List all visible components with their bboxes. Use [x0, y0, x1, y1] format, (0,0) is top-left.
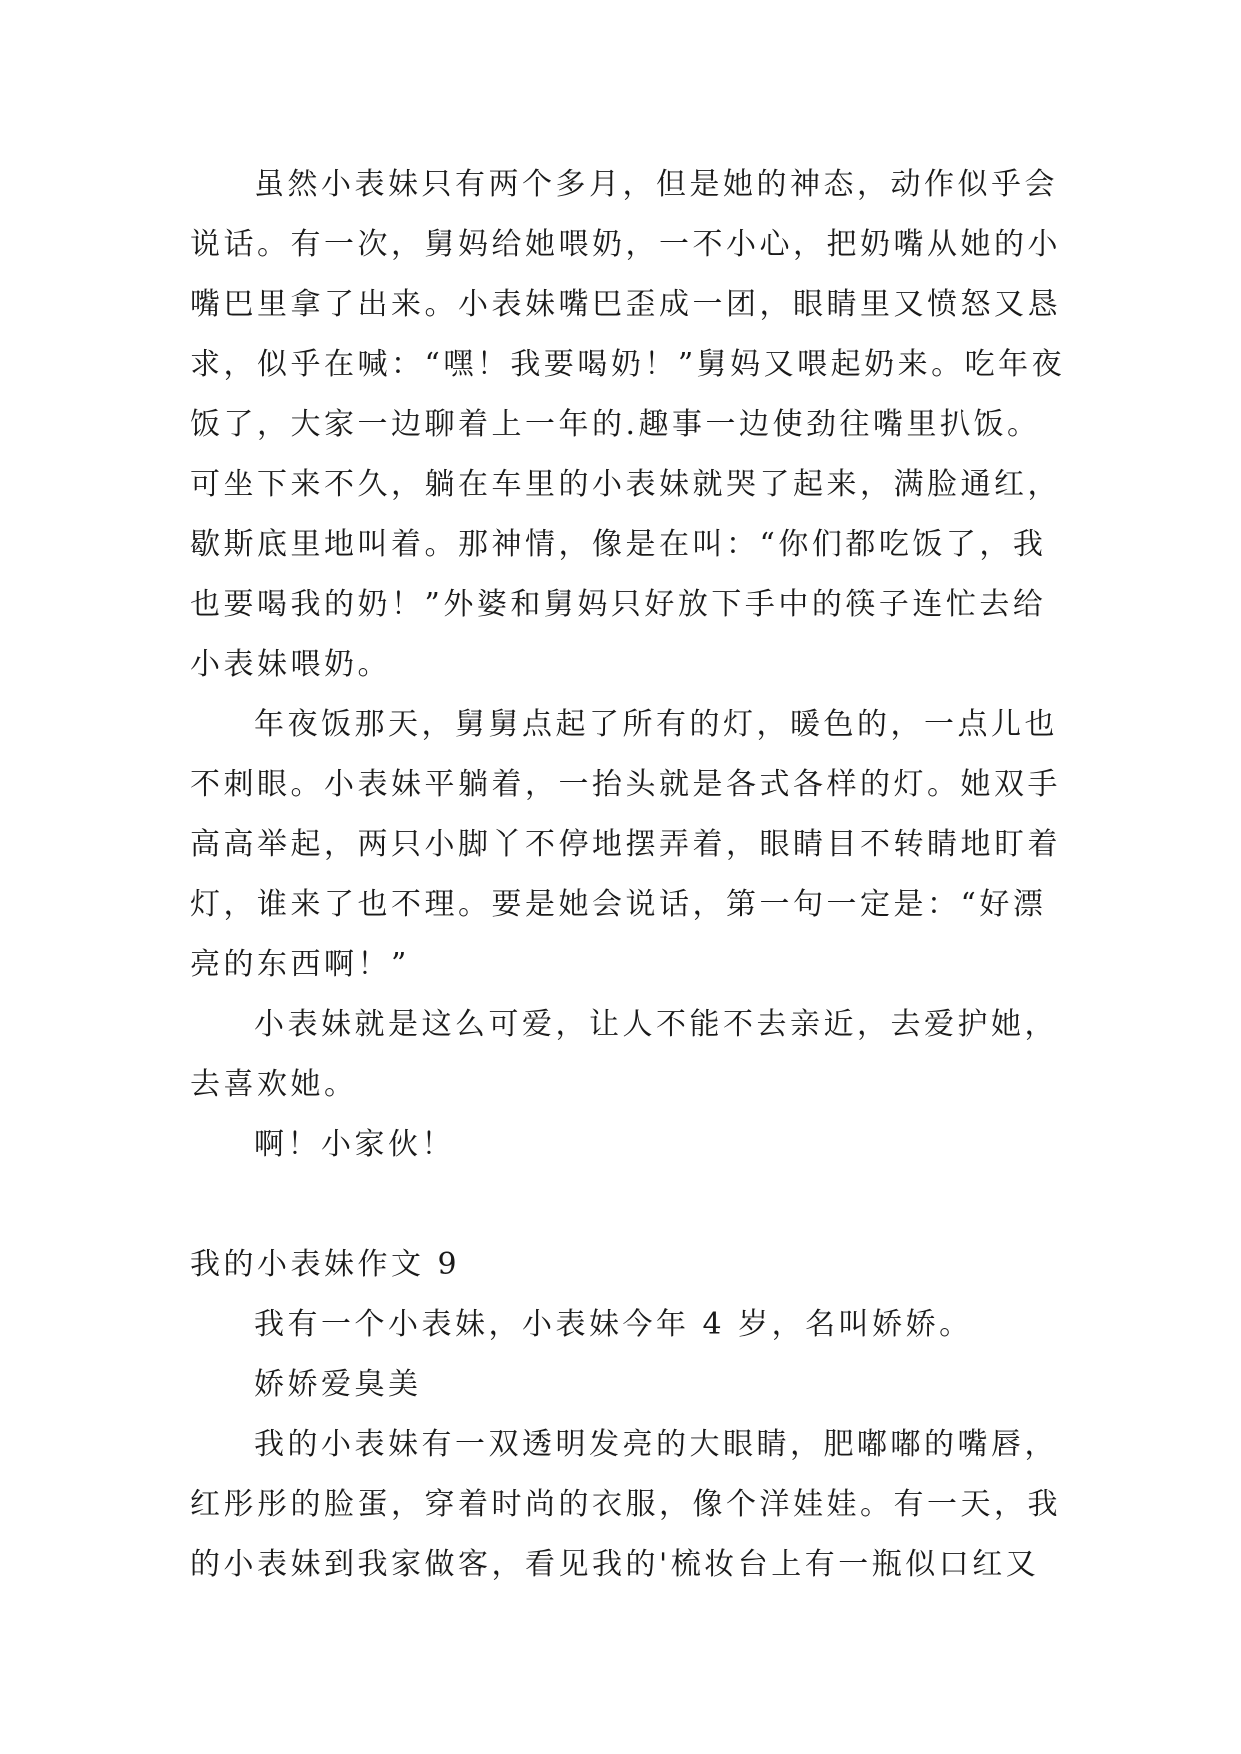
- paragraph-line: 的小表妹到我家做客，看见我的'梳妆台上有一瓶似口红又: [190, 1547, 1040, 1582]
- paragraph-line: 饭了，大家一边聊着上一年的.趣事一边使劲往嘴里扒饭。: [190, 407, 1041, 442]
- paragraph-line: 去喜欢她。: [190, 1067, 358, 1102]
- paragraph-line: 小表妹喂奶。: [190, 647, 391, 682]
- paragraph-line: 嘴巴里拿了出来。小表妹嘴巴歪成一团，眼睛里又愤怒又恳: [190, 287, 1061, 322]
- paragraph-line: 虽然小表妹只有两个多月，但是她的神态，动作似乎会: [254, 167, 1058, 202]
- paragraph-line: 我有一个小表妹，小表妹今年 4 岁，名叫娇娇。: [254, 1307, 973, 1342]
- document-body: [190, 155, 1066, 1595]
- paragraph-line: 也要喝我的奶！”外婆和舅妈只好放下手中的筷子连忙去给: [190, 587, 1047, 622]
- paragraph-line: 小表妹就是这么可爱，让人不能不去亲近，去爱护她，: [254, 1007, 1058, 1042]
- paragraph-line: 不刺眼。小表妹平躺着，一抬头就是各式各样的灯。她双手: [190, 767, 1061, 802]
- paragraph-line: 我的小表妹有一双透明发亮的大眼睛，肥嘟嘟的嘴唇，: [254, 1427, 1058, 1462]
- paragraph-line: 啊！小家伙！: [254, 1127, 455, 1162]
- paragraph-line: 红彤彤的脸蛋，穿着时尚的衣服，像个洋娃娃。有一天，我: [190, 1487, 1061, 1522]
- paragraph-line: 说话。有一次，舅妈给她喂奶，一不小心，把奶嘴从她的小: [190, 227, 1061, 262]
- paragraph-line: 求，似乎在喊：“嘿！我要喝奶！”舅妈又喂起奶来。吃年夜: [190, 347, 1066, 382]
- paragraph-line: 高高举起，两只小脚丫不停地摆弄着，眼睛目不转睛地盯着: [190, 827, 1061, 862]
- section-gap: [190, 1175, 1060, 1235]
- paragraph-line: 歇斯底里地叫着。那神情，像是在叫：“你们都吃饭了，我: [190, 527, 1047, 562]
- essay-title: 我的小表妹作文 9: [190, 1247, 461, 1282]
- paragraph-line: 可坐下来不久，躺在车里的小表妹就哭了起来，满脸通红，: [190, 467, 1061, 502]
- section-subtitle: 娇娇爱臭美: [254, 1367, 422, 1402]
- paragraph-line: 年夜饭那天，舅舅点起了所有的灯，暖色的，一点儿也: [254, 707, 1058, 742]
- paragraph-line: 灯，谁来了也不理。要是她会说话，第一句一定是：“好漂: [190, 887, 1047, 922]
- paragraph-line: 亮的东西啊！”: [190, 947, 410, 982]
